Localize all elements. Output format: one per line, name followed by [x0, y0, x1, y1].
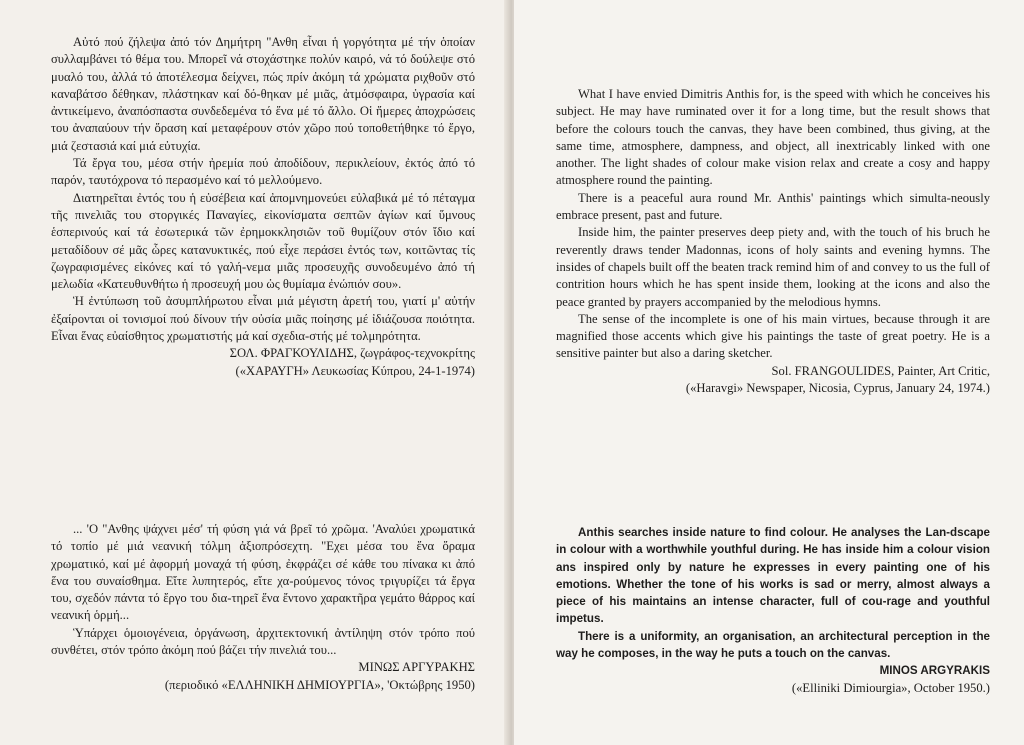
- greek-paragraph-3: Διατηρεῖται ἐντός του ἡ εὐσέβεια καί ἀπομνημονεύει εὐλαβικά μέ τό πέταγμα τῆς πινελιᾶς του στοργικές Παναγίες, εἰκονίσματα σεπτῶν ἁγίων καί ὕμνους ἑσπερινούς καί τά ἐσωτερικά τῶν ἐρημοκκλησιῶν τοῦ θυμίζουν στόν ἴδιο καί μεταδίδουν σέ μᾶς ὧρες κατανυκτικές, πού εἶχε περάσει ἐντός των, κοιτῶντας τίς ζωγραφισμένες εἰκόνες καί τό γαλή-νεμα μιᾶς προσευχῆς συνοδευμένο ἀπό τή μελωδία «Κατευθυνθήτω ἡ προσευχή μου ὡς θυμίαμα ἐνώπιόν σου».: [51, 190, 475, 292]
- greek-paragraph-2: Τά ἔργα του, μέσα στήν ἠρεμία πού ἀποδίδουν, περικλείουν, ἐκτός ἀπό τό παρόν, ταυτόχρονα τό περασμένο καί τό μελλούμενο.: [51, 156, 475, 188]
- english-signature-argyrakis: MINOS ARGYRAKIS: [879, 664, 990, 678]
- greek-signature-frangoulides: ΣΟΛ. ΦΡΑΓΚΟΥΛΙΔΗΣ, ζωγράφος-τεχνοκρίτης: [229, 346, 475, 361]
- greek-review-argyrakis: [51, 521, 475, 694]
- greek-signature-argyrakis: ΜΙΝΩΣ ΑΡΓΥΡΑΚΗΣ: [358, 660, 475, 675]
- greek-source-elliniki: (περιοδικό «ΕΛΛΗΝΙΚΗ ΔΗΜΙΟΥΡΓΙΑ», 'Οκτώβρης 1950): [164, 677, 475, 692]
- english-paragraph-5: Anthis searches inside nature to find colour. He analyses the Lan-dscape in colour with a worthwhile youthful during. He has inside him a colour vision ans inspired only by nature he expresses in every painting one of his emotions. Whether the tone of his works is sad or merry, almost always a piece of his maintains an intense character, full of cou-rage and youthful impetus.: [556, 526, 990, 626]
- english-paragraph-1: What I have envied Dimitris Anthis for, is the speed with which he conceives his subject. He may have ruminated over it for a long time, but the result shows that before the colours touch the canvas, they have been combined, thus giving, at the same time, atmosphere, dampness, and object, all inextricably linked with one another. The light shades of colour make vision relax and create a cosy and happy atmosphere round the painting.: [556, 87, 990, 188]
- greek-paragraph-4: Ἡ ἐντύπωση τοῦ ἀσυμπλήρωτου εἶναι μιά μέγιστη ἀρετή του, γιατί μ' αὐτήν ἐξαίρονται οἱ τονισμοί πού δίνουν τήν οὐσία μιᾶς ποίησης μέ ἰδιάζουσα ποιότητα. Εἶναι ἕνας εὐαίσθητος χρωματιστής μά καί σχεδια-στής μέ τολμηρότητα.: [51, 294, 475, 344]
- greek-paragraph-1: Αὐτό πού ζήλεψα ἀπό τόν Δημήτρη "Ανθη εἶναι ἡ γοργότητα μέ τήν ὁποίαν συλλαμβάνει τό θέμα του. Μπορεῖ νά στοχάστηκε πολύν καιρό, νά τό δούλεψε στό μυαλό του, ἀλλά τό ἀποτέλεσμα δείχνει, πώς πρίν ἀκόμη τά χρώματα ριχθοῦν στό καναβάτσο δέθηκαν, πλάστηκαν καί δό-θηκαν μέ μιᾶς, ἀτμόσφαιρα, ὑγρασία καί ἀντικείμενο, ἀναπόσπαστα συνδεδεμένα τό ἕνα μέ τό ἄλλο. Οἱ ἥμερες ἀποχρώσεις του ἀναπαύουν τήν ὅραση καί μεταφέρουν στόν χῶρο πού τοποθετήθηκε τό ἔργο, μιά ζεστασιά καί μιά εὐτυχία.: [51, 35, 475, 153]
- english-signature-frangoulides: Sol. FRANGOULIDES, Painter, Art Critic,: [771, 363, 990, 378]
- english-review-frangoulides: [556, 86, 990, 397]
- english-paragraph-3: Inside him, the painter preserves deep piety and, with the touch of his bruch he reverently draws tender Madonnas, icons of holy saints and evening hymns. The insides of chapels built off the beaten track remind him of and convey to us the full of contrition hours which he has spent inside them, looking at the icons and also the peace granted by prayers accompanied by the melodious hymns.: [556, 225, 990, 309]
- greek-review-frangoulides: [51, 34, 475, 380]
- english-review-argyrakis: [556, 524, 990, 697]
- english-source-haravgi: («Haravgi» Newspaper, Nicosia, Cyprus, January 24, 1974.): [685, 381, 990, 396]
- english-source-elliniki: («Elliniki Dimiourgia», October 1950.): [791, 680, 990, 695]
- greek-paragraph-6: Ὑπάρχει ὁμοιογένεια, ὀργάνωση, ἀρχιτεκτονική ἀντίληψη στόν τρόπο πού συνθέτει, στόν τρόπο ἀκόμη πού βάζει τήν πινελιά του...: [51, 625, 475, 658]
- english-paragraph-6: There is a uniformity, an organisation, an architectural perception in the way he composes, in the way he puts a touch on the canvas.: [556, 629, 990, 661]
- right-page: [514, 0, 1024, 745]
- greek-source-haravgi: («ΧΑΡΑΥΓΗ» Λευκωσίας Κύπρου, 24-1-1974): [235, 363, 475, 378]
- english-paragraph-4: The sense of the incomplete is one of his main virtues, because through it are magnified those accents which give his paintings the taste of great poetry. He is a sensitive painter but also a daring sketcher.: [556, 311, 990, 361]
- english-paragraph-2: There is a peaceful aura round Mr. Anthis' paintings which simulta-neously embrace present, past and future.: [556, 190, 990, 223]
- left-page: [0, 0, 510, 745]
- greek-paragraph-5: ... 'Ο "Ανθης ψάχνει μέσ' τή φύση γιά νά βρεῖ τό χρῶμα. 'Αναλύει χρωματικά τό τοπίο μέ μιά νεανική τόλμη ἀξιοπρόσεχτη. "Εχει μέσα του ἕνα ὅραμα χρωματικό, καί μέ ἀφορμή μοναχά τή φύση, ἐκφράζει σέ κάθε του πίνακα κι ἀπό ἕνα του συναίσθημα. Εἴτε λυπητερός, εἴτε χα-ρούμενος τόνος τριγυρίζει τά ἔργα του, σχεδόν πάντα τό ἔργο του δια-τηρεῖ ἕνα ἔντονο χαρακτῆρα γεμάτο θάρρος καί νεανική ὁρμή...: [51, 522, 475, 623]
